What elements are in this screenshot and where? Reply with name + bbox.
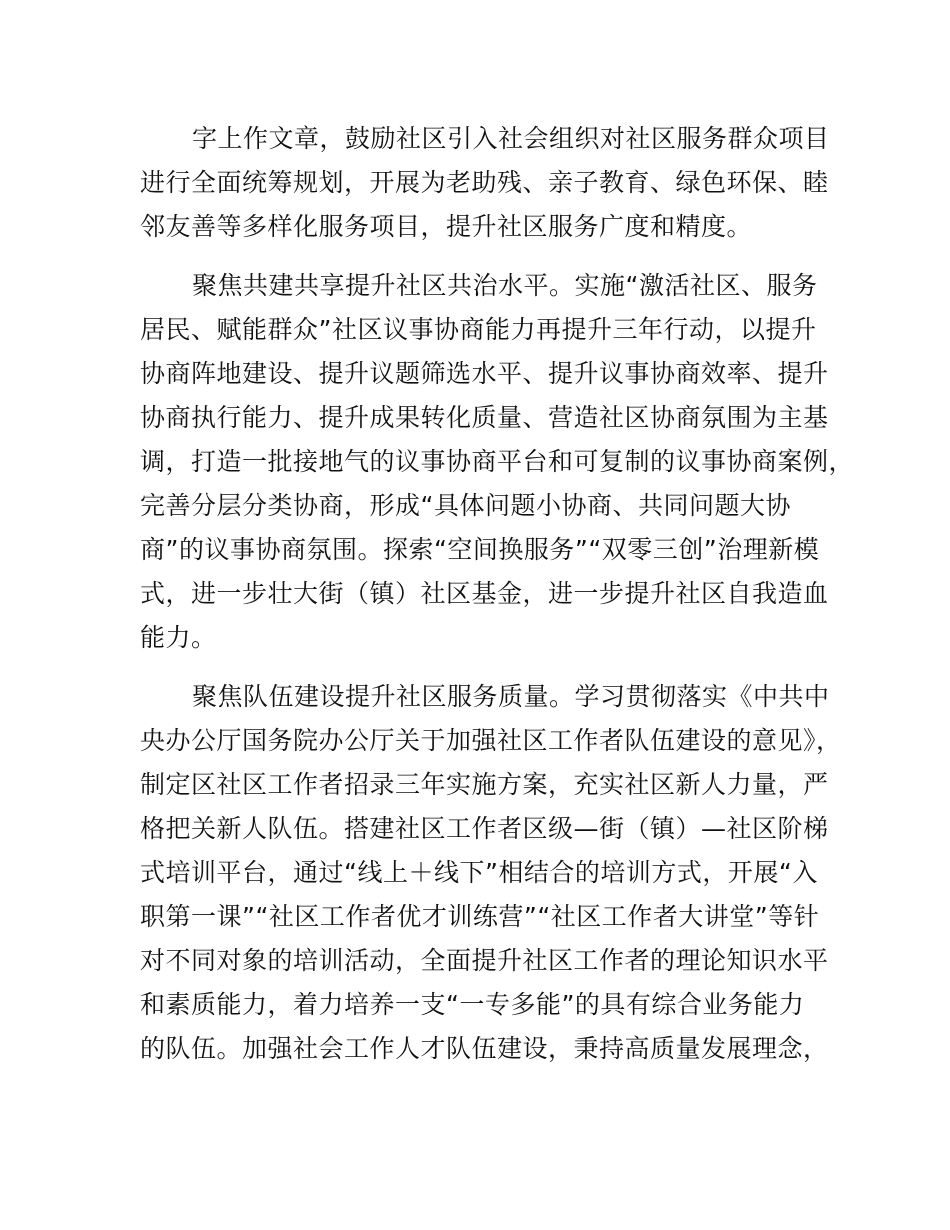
text-line: 邻友善等多样化服务项目，提升社区服务广度和精度。	[140, 212, 753, 241]
paragraph-spacer	[140, 660, 840, 675]
text-line: 聚焦共建共享提升社区共治水平。实施“激活社区、服务	[192, 271, 818, 300]
text-line: 聚焦队伍建设提升社区服务质量。学习贯彻落实《中共中	[192, 682, 830, 711]
text-line: 协商阵地建设、提升议题筛选水平、提升议事协商效率、提升	[140, 359, 829, 388]
text-line: 央办公厅国务院办公厅关于加强社区工作者队伍建设的意见》，	[140, 726, 842, 755]
text-line: 式培训平台，通过“线上＋线下”相结合的培训方式，开展“入	[140, 858, 818, 887]
paragraph-1	[140, 117, 840, 249]
text-line: 完善分层分类协商，形成“具体问题小协商、共同问题大协	[140, 491, 791, 520]
text-line: 能力。	[140, 623, 217, 652]
text-line: 对不同对象的培训活动，全面提升社区工作者的理论知识水平	[140, 946, 829, 975]
text-line: 协商执行能力、提升成果转化质量、营造社区协商氛围为主基	[140, 403, 829, 432]
text-line: 制定区社区工作者招录三年实施方案，充实社区新人力量，严	[140, 770, 829, 799]
paragraph-2	[140, 264, 855, 660]
text-line: 和素质能力，着力培养一支“一专多能”的具有综合业务能力	[140, 990, 805, 1019]
paragraph-spacer	[140, 249, 840, 264]
text-line: 职第一课”“社区工作者优才训练营”“社区工作者大讲堂”等针	[140, 902, 820, 931]
text-line: 字上作文章，鼓励社区引入社会组织对社区服务群众项目	[192, 124, 830, 153]
text-line: 商”的议事协商氛围。探索“空间换服务”“双零三创”治理新模	[140, 535, 820, 564]
text-line: 式，进一步壮大街（镇）社区基金，进一步提升社区自我造血	[140, 579, 829, 608]
text-line: 调，打造一批接地气的议事协商平台和可复制的议事协商案例，	[140, 447, 855, 476]
text-line: 居民、赋能群众”社区议事协商能力再提升三年行动，以提升	[140, 315, 817, 344]
paragraph-3	[140, 675, 840, 1071]
document-body	[140, 117, 855, 1071]
text-line: 进行全面统筹规划，开展为老助残、亲子教育、绿色环保、睦	[140, 168, 829, 197]
text-line: 的队伍。加强社会工作人才队伍建设，秉持高质量发展理念，	[140, 1034, 829, 1063]
text-line: 格把关新人队伍。搭建社区工作者区级—街（镇）—社区阶梯	[140, 814, 829, 843]
